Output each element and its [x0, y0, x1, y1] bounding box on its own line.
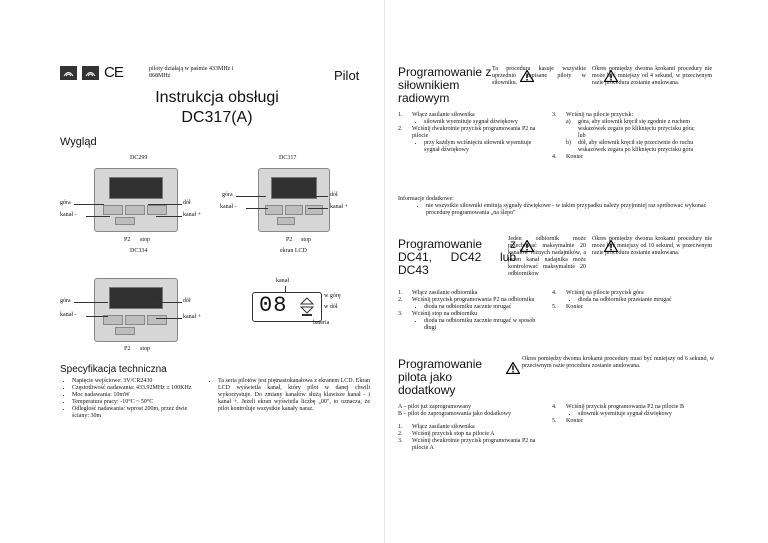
label-p2: P2 [286, 237, 293, 243]
dc334-label: DC334 [130, 248, 148, 254]
label-down: dół [183, 298, 191, 304]
label-down: dół [183, 200, 191, 206]
step: Wciśnij przycisk programowania P2 na odbiorniku [412, 297, 535, 303]
button-down[interactable] [285, 205, 303, 215]
label-stop: stop [140, 346, 151, 352]
label-channel-plus: kanał + [330, 204, 348, 210]
step: Wciśnij dwukrotnie przycisk programowania P2 na pilocie A [412, 438, 536, 451]
info-title: Informacje dodatkowe: [398, 196, 454, 202]
info-item: • nie wszystkie siłowniki emitują sygnały dźwiękowe - w takim przypadku należy przyjmniej raz spróbować wykonać procedurę programowania „na ślepo" [426, 203, 718, 217]
button-stop[interactable] [115, 217, 135, 225]
label-battery: bateria [313, 320, 330, 326]
section-title: Programowanie z DC41, DC42 lub DC43 [398, 237, 516, 277]
section-appearance: Wygląd [60, 136, 97, 148]
warning-text: Okres pomiędzy dwoma krokami procedury musi być mniejszy od 6 sekund, w przeciwnym razie procedura zostanie anulowana. [522, 356, 714, 369]
step-sub: • siłownik wyemituje sygnał dźwiękowy [424, 119, 548, 126]
spec-list [60, 378, 202, 420]
remote-dc334 [94, 278, 178, 342]
spec-item: • Napięcie wejściowe: 3V/CR2430 [72, 378, 202, 385]
warning-text: Okres pomiędzy dwoma krokami procedury nie może być mniejszy od 10 sekund, w przeciwnym razie procedura zostanie anulowana. [592, 236, 712, 256]
step: Wciśnij na pilocie przycisk: [566, 112, 634, 118]
remote-b-note: B – pilot do zaprogramowania jako dodatkowy [398, 411, 511, 417]
frequency-note: piloty działają w paśmie 433MHz i 868MHz [149, 66, 234, 79]
warning-icon [506, 362, 520, 374]
section-title: Programowanie pilota jako dodatkowy [398, 357, 483, 397]
step-option-b: dół, aby siłownik kręcił się przeciwnie do ruchu wskazówek zegara po kliknięciu przycisku góra [578, 140, 694, 153]
lcd-display [252, 292, 322, 322]
step: Wciśnij przycisk programowania P2 na pilocie B [566, 404, 684, 410]
spec-title: Specyfikacja techniczna [60, 364, 167, 375]
radio-wave-icon [60, 66, 100, 80]
dc299-label: DC299 [130, 155, 148, 161]
remote-dc299 [94, 168, 178, 232]
step-sub: • dioda na odbiorniku zacznie mrugać w sposób długi [424, 318, 546, 332]
remote-dc317 [258, 168, 330, 232]
button-stop[interactable] [277, 217, 295, 225]
spec-item: • Częstotliwość nadawania: 433.92MHz ± 100KHz [72, 385, 202, 392]
step: Koniec [566, 418, 584, 424]
label-p2: P2 [124, 346, 131, 352]
button-stop[interactable] [115, 327, 135, 335]
warning-text: Jeden odbiornik może przechować maksymalnie 20 kanałów różnych nadajników, a jeden kanał nadajnika może kontrolować maksymalnie 20 odbiorników [508, 236, 586, 277]
or-text: lub [578, 133, 586, 139]
spec-item: • Moc nadawania: 10mW [72, 392, 202, 399]
warning-text: Okres pomiędzy dwoma krokami procedury nie może być mniejszy od 4 sekund, w przeciwnym razie procedura zostanie anulowana. [592, 66, 712, 86]
label-channel-minus: kanał - [60, 212, 77, 218]
step: Wciśnij dwukrotnie przycisk programowania P2 na pilocie [412, 126, 536, 139]
button-down[interactable] [125, 315, 145, 325]
spec-item: • Odległość nadawania: wprost 200m, przez dwie ściany: 30m [72, 406, 202, 420]
step: Koniec [566, 154, 584, 160]
step-sub: • dioda na odbiorniku zacznie mrugać [424, 304, 546, 311]
step: Włącz zasilanie odbiornika [412, 290, 478, 296]
label-up: góra [222, 192, 233, 198]
step: Wciśnij na pilocie przycisk góra [566, 290, 644, 296]
step: Włącz zasilanie siłownika [412, 424, 475, 430]
button-up[interactable] [103, 205, 123, 215]
button-channel[interactable] [147, 315, 167, 325]
spec-item: • Temperatura pracy: -10°C ~ 50°C [72, 399, 202, 406]
label-down: dół [330, 192, 338, 198]
label-w-gore: w górę [324, 293, 341, 299]
steps-right: 4. Wciśnij na pilocie przycisk góra • dioda na odbiorniku przestanie mrugać 5. Koniec [552, 290, 712, 311]
label-channel-minus: kanał - [220, 204, 237, 210]
info-block [398, 196, 718, 217]
button-down[interactable] [125, 205, 145, 215]
label-channel-minus: kanał - [60, 312, 77, 318]
button-channel[interactable] [305, 205, 323, 215]
step: Wciśnij przycisk stop na pilocie A [412, 431, 495, 437]
label-channel-plus: kanał + [183, 212, 201, 218]
step: Koniec [566, 304, 584, 310]
lcd-screen-label: ekran LCD [280, 248, 307, 254]
steps-left: A – pilot już zaprogramowany B – pilot do zaprogramowania jako dodatkowy 1. Włącz zasilanie siłownika 2. Wciśnij przycisk stop na pilocie A 3. Wciśnij dwukrotnie przycisk programowania P2 na pilocie A [398, 404, 546, 452]
updown-arrow-icon [299, 297, 315, 317]
title-line-2: DC317(A) [181, 109, 253, 126]
label-up: góra [60, 200, 71, 206]
steps-right: 3. Wciśnij na pilocie przycisk: a) góra, aby siłownik kręcił się zgodnie z ruchem wskazówek zegara po kliknięciu przycisku góra; lub b) dół, aby siłownik kręcił się przeciwnie do ruchu wskazówek zegara po kliknięciu przycisku góra 4. Koniec [552, 112, 712, 161]
step-option-a: góra, aby siłownik kręcił się zgodnie z ruchem wskazówek zegara po kliknięciu przycisku góra; [578, 119, 695, 132]
product-name: Pilot [334, 68, 360, 83]
radio-logos [60, 66, 100, 80]
remote-screen [109, 177, 163, 199]
step-sub: • przy każdym wciśnięciu siłownik wyemituje sygnał dźwiękowy [424, 140, 548, 154]
channel-label: kanał [276, 278, 289, 284]
series-note-list [206, 378, 370, 413]
remote-a-note: A – pilot już zaprogramowany [398, 404, 471, 410]
page-divider [384, 0, 385, 543]
step-sub: • dioda na odbiorniku przestanie mrugać [578, 297, 712, 304]
steps-left: 1. Włącz zasilanie siłownika • siłownik wyemituje sygnał dźwiękowy 2. Wciśnij dwukrotnie przycisk programowania P2 na pilocie • przy każdym wciśnięciu siłownik wyemituje sygnał dźwiękowy [398, 112, 548, 154]
label-w-dol: w dół [324, 304, 338, 310]
button-up[interactable] [265, 205, 283, 215]
step: Włącz zasilanie siłownika [412, 112, 475, 118]
warning-text: Ta procedura kasuje wszystkie uprzednio zapisane piloty w siłowniku. [492, 66, 586, 86]
label-stop: stop [140, 237, 151, 243]
dc317-label: DC317 [279, 155, 297, 161]
step: Wciśnij stop na odbiorniku [412, 311, 478, 317]
steps-left: 1. Włącz zasilanie odbiornika 2. Wciśnij przycisk programowania P2 na odbiorniku • dioda na odbiorniku zacznie mrugać 3. Wciśnij stop na odbiorniku • dioda na odbiorniku zacznie mrugać w sposób długi [398, 290, 546, 332]
step-sub: • siłownik wyemituje sygnał dźwiękowy [578, 411, 712, 418]
label-channel-plus: kanał + [183, 314, 201, 320]
button-channel[interactable] [147, 205, 167, 215]
remote-screen [109, 287, 163, 309]
document-title [152, 88, 282, 128]
section-title: Programowanie z siłownikiem radiowym [398, 65, 492, 105]
lcd-digits: 08 [259, 293, 288, 318]
label-stop: stop [301, 237, 312, 243]
steps-right: 4. Wciśnij przycisk programowania P2 na pilocie B • siłownik wyemituje sygnał dźwiękowy 5. Koniec [552, 404, 712, 425]
series-note: • Ta seria pilotów jest piętnastokanałowa z ekranem LCD. Ekran LCD wyświetla kanał, który pilot w danej chwili wykorzystuje. Do zmiany kanałów służą klawisze kanał - i kanał +. Jeżeli ekran wyświetla liczbę „00", to oznacza, że pilot kontroluje wszystkie kanały naraz. [218, 378, 370, 413]
title-line-1: Instrukcja obsługi [155, 89, 279, 106]
ce-mark: CE [104, 64, 123, 81]
label-up: góra [60, 298, 71, 304]
label-p2: P2 [124, 237, 131, 243]
